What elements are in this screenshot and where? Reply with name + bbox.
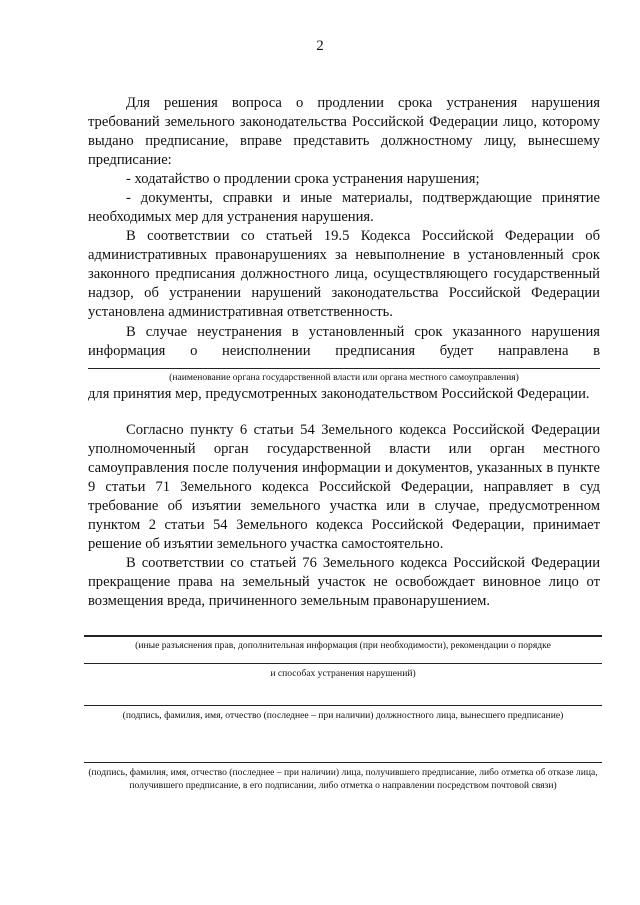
explanations-caption-line-2: и способах устранения нарушений) — [270, 668, 416, 679]
paragraph-measures: для принятия мер, предусмотренных законодательством Российской Федерации. — [88, 386, 590, 402]
paragraph-land-seizure: Согласно пункту 6 статьи 54 Земельного кодекса Российской Федерации уполномоченный орган государственной власти или орган местного самоуправления после получения информации и документов, указанных в пункте 9 статьи 71 Земельного кодекса Российской Федерации, направляет в суд требование об изъятии земельного участка или в случае, предусмотренном пунктом 2 статьи 54 Земельного кодекса Российской Федерации, принимает решение об изъятии земельного участка самостоятельно. — [88, 422, 600, 552]
official-signature-line — [84, 705, 602, 706]
paragraph-extension-request: Для решения вопроса о продлении срока устранения нарушения требований земельного законодательства Российской Федерации лицо, которому выдано предписание, вправе представить должностному лицу, вынесшему предписание: — [88, 95, 600, 168]
paragraph-damage-compensation: В соответствии со статьей 76 Земельного кодекса Российской Федерации прекращение права на земельный участок не освобождает виновное лицо от возмещения вреда, причиненного земельным правонарушением. — [88, 555, 600, 609]
paragraph-non-elimination: В случае неустранения в установленный срок указанного нарушения информация о неисполнении предписания будет направлена в — [88, 324, 600, 359]
recipient-signature-caption: (подпись, фамилия, имя, отчество (последнее – при наличии) лица, получившего предписание, либо отметка об отказе лица, получившего предписание, в его подписании, либо отметка о направлении посредством почтовой связи) — [88, 767, 598, 791]
paragraph-administrative-liability: В соответствии со статьей 19.5 Кодекса Российской Федерации об административных правонарушениях за невыполнение в установленный срок законного предписания должностного лица, осуществляющего государственный надзор, об устранении нарушений законодательства Российской Федерации установлена административная ответственность. — [88, 228, 600, 320]
list-item-documents: - документы, справки и иные материалы, подтверждающие принятие необходимых мер для устранения нарушения. — [88, 190, 600, 225]
official-signature-caption: (подпись, фамилия, имя, отчество (последнее – при наличии) должностного лица, вынесшего предписание) — [122, 710, 564, 721]
explanations-blank-line-2 — [84, 663, 602, 664]
explanations-caption-line-1: (иные разъяснения прав, дополнительная информация (при необходимости), рекомендации о порядке — [135, 640, 551, 651]
recipient-signature-line — [84, 762, 602, 763]
authority-blank-line — [88, 368, 600, 369]
page-number: 2 — [316, 38, 324, 54]
authority-caption: (наименование органа государственной власти или органа местного самоуправления) — [169, 372, 519, 383]
list-item-petition: - ходатайство о продлении срока устранения нарушения; — [126, 171, 480, 187]
explanations-blank-line — [84, 635, 602, 637]
